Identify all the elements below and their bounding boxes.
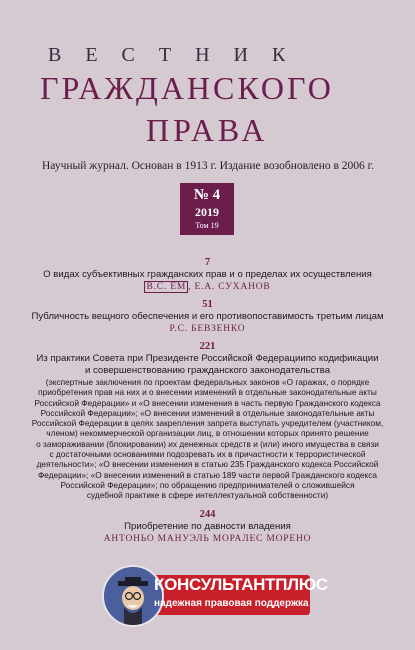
toc-description-line: Российской Федерации» и «О внесении изменения в часть первую Гражданского кодекса (34, 397, 381, 408)
toc-title-line: Из практики Совета при Президенте Российской Федерациипо кодификации (36, 353, 379, 364)
toc-title: О видах субъективных гражданских прав и о пределах их осуществления (43, 269, 372, 280)
toc-description-line: деятельности»; «О внесении изменения в статью 235 Гражданского кодекса Российской (36, 459, 379, 470)
toc-description-line: Российской Федерации»; «О внесении изменений в отдельные законодательные акты (40, 407, 375, 418)
journal-name-word: ВЕСТНИК (48, 44, 310, 66)
toc-entry-1 (20, 256, 395, 294)
toc-description-line: (экспертные заключения по проектам федеральных законов «О гаражах, о порядке (45, 377, 370, 387)
issue-badge (180, 183, 234, 235)
toc-description-line: Российской Федерации»; по обращению предпринимателей о сложившейся (60, 479, 355, 490)
toc-page-number: 221 (199, 341, 216, 352)
toc-entry-4 (20, 508, 395, 546)
toc-description-line: членом) некоммерческой организации лиц, в отношении которых принято решение (46, 428, 369, 439)
toc-entry-3 (20, 340, 395, 501)
issue-volume: Том 19 (195, 221, 219, 230)
journal-title-line2: ПРАВА (146, 112, 269, 148)
toc-description-line: Федерации»; «О внесении изменений в статью 189 части первой Гражданского кодекса (37, 469, 378, 480)
toc-page-number: 244 (199, 509, 216, 520)
toc-description-line: о замораживании (блокировании) их денежных средств и (или) иного имущества в связи (36, 438, 379, 449)
toc-title: Публичность вещного обеспечения и его противопоставимость третьим лицам (31, 311, 384, 322)
issue-year: 2019 (195, 205, 219, 219)
toc-author: Р.С. БЕВЗЕНКО (169, 324, 246, 334)
toc-author: Е.А. СУХАНОВ (194, 282, 271, 292)
toc-page-number: 51 (202, 299, 213, 310)
journal-subtitle: Научный журнал. Основан в 1913 г. Издание возобновлено в 2006 г. (42, 160, 374, 172)
issue-number: № 4 (193, 187, 221, 203)
toc-author-highlighted: В.С. ЕМ (146, 282, 187, 292)
logo-name: КОНСУЛЬТАНТПЛЮС (154, 575, 328, 594)
toc-authors: В.С. ЕМ , Е.А. СУХАНОВ (146, 282, 271, 292)
toc-entry-2 (20, 298, 395, 336)
toc-description-line: судебной практике в сфере интеллектуальной собственности) (86, 490, 329, 501)
toc-description-line: Российской Федерации в целях закрепления запрета выступать учредителем (участником, (31, 418, 384, 429)
journal-title-line1: ГРАЖДАНСКОГО (40, 70, 334, 106)
logo-tagline: надежная правовая поддержка (154, 598, 309, 609)
toc-title-line: и совершенствованию гражданского законодательства (84, 365, 331, 376)
toc-description-line: приобретения прав на них и о внесении изменений в отдельные законодательные акты (38, 387, 377, 398)
toc-author: АНТОНЬО МАНУЭЛЬ МОРАЛЕС МОРЕНО (103, 534, 312, 544)
toc-title: Приобретение по давности владения (124, 521, 291, 532)
toc-page-number: 7 (204, 257, 211, 268)
toc-description-line: с достаточными основаниями подозревать их в причастности к террористической (49, 449, 366, 460)
consultantplus-logo (102, 565, 328, 631)
